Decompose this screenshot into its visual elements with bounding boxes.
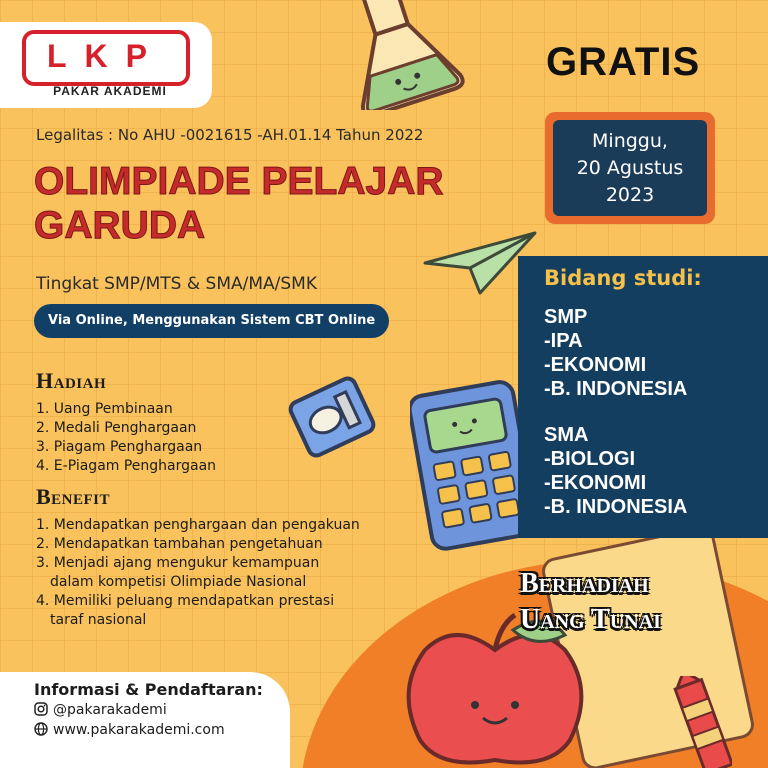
- prize-line-2: Uang Tunai: [520, 604, 661, 635]
- hadiah-list: [36, 400, 216, 476]
- level-text: Tingkat SMP/MTS & SMA/MA/SMK: [36, 274, 317, 294]
- list-item: 1. Mendapatkan penghargaan dan pengakuan: [36, 517, 360, 533]
- sharpener-illustration: [285, 370, 380, 465]
- list-item: 4. Memiliki peluang mendapatkan prestasi: [36, 593, 335, 609]
- page-title: [34, 160, 444, 248]
- title-line-2: GARUDA: [34, 204, 206, 247]
- smp-label: SMP: [544, 306, 588, 328]
- logo-subtitle: PAKAR AKADEMI: [53, 84, 167, 98]
- list-item: 2. Mendapatkan tambahan pengetahuan: [36, 536, 323, 552]
- prize-banner: [520, 566, 661, 638]
- list-item: taraf nasional: [50, 612, 147, 628]
- website-link[interactable]: [34, 722, 225, 738]
- smp-subject: -EKONOMI: [544, 354, 647, 376]
- website-url: www.pakarakademi.com: [53, 722, 225, 738]
- smp-subject: -B. INDONESIA: [544, 378, 688, 400]
- instagram-link[interactable]: [34, 702, 167, 718]
- smp-subject: -IPA: [544, 330, 583, 352]
- list-item: dalam kompetisi Olimpiade Nasional: [50, 574, 307, 590]
- sma-subject: -BIOLOGI: [544, 448, 636, 470]
- flask-illustration: [335, 0, 465, 110]
- date-year: 2023: [605, 184, 655, 206]
- crayon-illustration: [672, 676, 732, 768]
- globe-icon: [34, 722, 48, 736]
- list-item: 3. Piagam Penghargaan: [36, 439, 203, 455]
- title-line-1: OLIMPIADE PELAJAR: [34, 160, 444, 203]
- date-date: 20 Agustus: [576, 157, 684, 179]
- hadiah-heading: Hadiah: [36, 368, 107, 393]
- list-item: 4. E-Piagam Penghargaan: [36, 458, 217, 474]
- prize-line-1: Berhadiah: [520, 568, 649, 599]
- sma-subject: -EKONOMI: [544, 472, 647, 494]
- subject-panel-title: Bidang studi:: [544, 266, 702, 290]
- legal-info: Legalitas : No AHU -0021615 -AH.01.14 Tahun 2022: [36, 126, 424, 144]
- benefit-list: [36, 516, 436, 630]
- sma-subject: -B. INDONESIA: [544, 496, 688, 518]
- instagram-handle: @pakarakademi: [53, 702, 167, 718]
- list-item: 3. Menjadi ajang mengukur kemampuan: [36, 555, 320, 571]
- list-item: 2. Medali Penghargaan: [36, 420, 197, 436]
- contact-heading: Informasi & Pendaftaran:: [34, 680, 263, 699]
- date-day: Minggu,: [592, 130, 668, 152]
- list-item: 1. Uang Pembinaan: [36, 401, 173, 417]
- gratis-label: GRATIS: [546, 40, 701, 84]
- logo-letters: LKP: [22, 30, 190, 86]
- benefit-heading: Benefit: [36, 484, 111, 509]
- sma-label: SMA: [544, 424, 589, 446]
- online-badge: Via Online, Menggunakan Sistem CBT Online: [34, 304, 389, 338]
- instagram-icon: [34, 702, 48, 716]
